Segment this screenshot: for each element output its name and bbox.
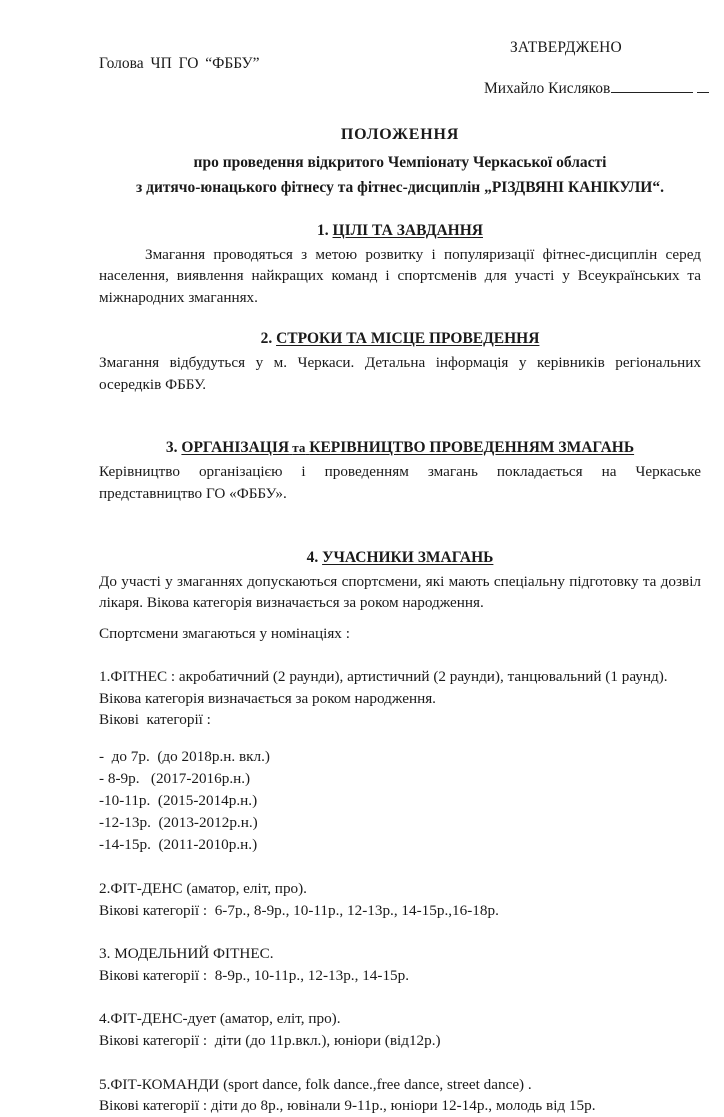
nomination-4-title: 4.ФІТ-ДЕНС-дует (аматор, еліт, про).	[99, 1010, 341, 1028]
spacer	[99, 856, 701, 878]
section-title-3-part2: КЕРІВНИЦТВО ПРОВЕДЕННЯМ ЗМАГАНЬ	[309, 439, 635, 457]
nomination-4-categories: Вікові категорії : діти (до 11р.вкл.), юніори (від12р.)	[99, 1032, 441, 1050]
section-number-1: 1.	[317, 221, 329, 239]
section-title-3-connector: та	[292, 440, 306, 456]
signature-rule	[611, 81, 693, 93]
age-row: - 8-9р. (2017-2016р.н.)	[99, 770, 251, 788]
spacer	[99, 614, 701, 623]
nomination-5-title: 5.ФІТ-КОМАНДИ (sport dance, folk dance.,free dance, street dance) .	[99, 1075, 532, 1093]
signature-line	[484, 80, 709, 98]
document-subtitle-line-2: з дитячо-юнацького фітнесу та фітнес-дисциплін „РІЗДВЯНІ КАНІКУЛИ“.	[136, 179, 664, 197]
section-paragraph-3: Керівництво організацією і проведенням змагань покладається на Черкаське представництво ГО «ФББУ».	[99, 463, 701, 502]
section-heading-1	[99, 222, 701, 240]
nomination-5-categories: Вікові категорії : діти до 8р., ювінали 9-11р., юніори 12-14р., молодь від 15р.	[99, 1097, 596, 1115]
document-title: ПОЛОЖЕННЯ	[340, 126, 460, 143]
spacer	[99, 505, 701, 527]
nomination-1-age-list	[99, 746, 701, 856]
section-paragraph-1: Змагання проводяться з метою розвитку і популяризації фітнес-дисциплін серед населення, виявлення найкращих команд і спортсменів для участі у Всеукраїнських та міжнародних змаганнях.	[99, 245, 701, 306]
nomination-2-categories: Вікові категорії : 6-7р., 8-9р., 10-11р., 12-13р., 14-15р.,16-18р.	[99, 901, 499, 919]
spacer	[99, 986, 701, 1008]
spacer	[99, 395, 701, 417]
spacer	[99, 921, 701, 943]
nomination-1-title: 1.ФІТНЕС : акробатичний (2 раунди), артистичний (2 раунди), танцювальний (1 раунд).	[99, 668, 668, 686]
age-row: - до 7р. (до 2018р.н. вкл.)	[99, 748, 270, 766]
spacer	[99, 731, 701, 746]
section-heading-2	[99, 330, 701, 348]
approved-label: ЗАТВЕРДЖЕНО	[510, 39, 622, 56]
section-number-4: 4.	[306, 548, 319, 566]
section-title-2: СТРОКИ ТА МІСЦЕ ПРОВЕДЕННЯ	[276, 330, 540, 348]
nomination-1-note: Вікова категорія визначається за роком народження.	[99, 689, 436, 707]
document-body	[99, 0, 701, 1117]
age-row: -14-15р. (2011-2010р.н.)	[99, 836, 258, 854]
document-subtitle	[99, 151, 701, 200]
section-paragraph-4: До участі у змаганнях допускаються спортсмени, які мають спеціальну підготовку та дозвіл лікаря. Вікова категорія визначається за роком народження.	[99, 572, 701, 612]
section-paragraph-2: Змагання відбудуться у м. Черкаси. Детальна інформація у керівників регіональних осередків ФББУ.	[99, 354, 701, 393]
age-row: -10-11р. (2015-2014р.н.)	[99, 792, 258, 810]
section-title-4: УЧАСНИКИ ЗМАГАНЬ	[322, 548, 494, 566]
nomination-3-title: 3. МОДЕЛЬНИЙ ФІТНЕС.	[99, 945, 274, 963]
section-number-3: 3.	[165, 439, 178, 457]
chairperson-line: Голова ЧП ГО “ФББУ”	[99, 55, 260, 72]
document-subtitle-line-1: про проведення відкритого Чемпіонату Черкаської області	[193, 154, 607, 171]
document-header	[99, 0, 701, 108]
section-number-2: 2.	[260, 330, 273, 348]
nomination-3-categories: Вікові категорії : 8-9р., 10-11р., 12-13р., 14-15р.	[99, 966, 410, 984]
nomination-1-categories-label: Вікові категорії :	[99, 711, 211, 729]
section-title-3-part1: ОРГАНІЗАЦІЯ	[181, 439, 290, 457]
nomination-2-title: 2.ФІТ-ДЕНС (аматор, еліт, про).	[99, 880, 307, 898]
section-title-1: ЦІЛІ ТА ЗАВДАННЯ	[332, 221, 483, 239]
nomination-2	[99, 878, 701, 921]
nomination-4	[99, 1008, 701, 1051]
nomination-1	[99, 666, 701, 856]
nomination-5	[99, 1074, 701, 1117]
section-paragraph-4b: Спортсмени змагаються у номінаціях :	[99, 624, 350, 642]
nomination-3	[99, 943, 701, 986]
signer-name: Михайло Кисляков	[484, 80, 611, 97]
age-row: -12-13р. (2013-2012р.н.)	[99, 814, 258, 832]
spacer	[99, 644, 701, 666]
section-heading-3	[99, 439, 701, 457]
section-heading-4	[99, 549, 701, 567]
spacer	[99, 1052, 701, 1074]
signature-rule-tail	[697, 81, 709, 93]
